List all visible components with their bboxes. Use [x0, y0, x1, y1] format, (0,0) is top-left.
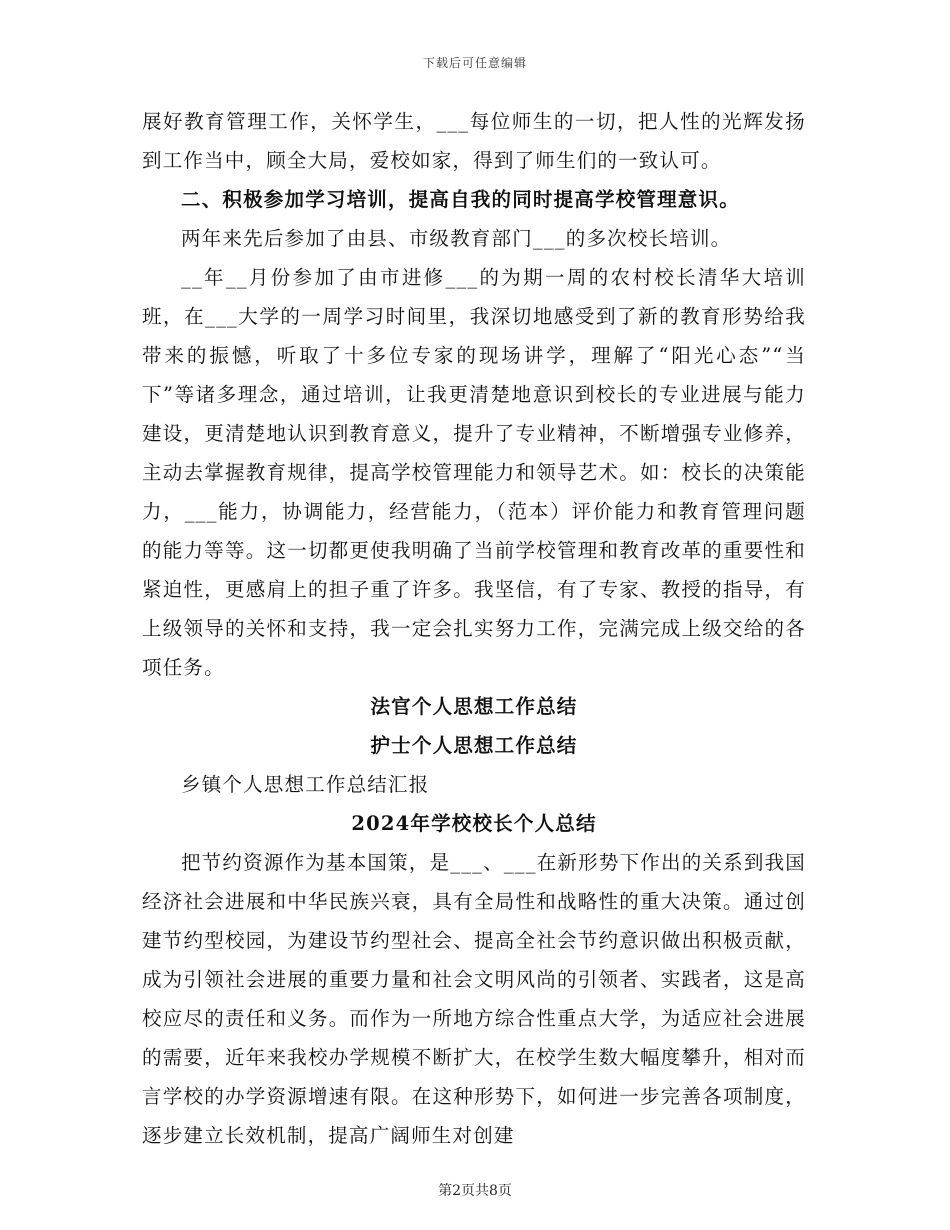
- section-heading-2: 二、积极参加学习培训，提高自我的同时提高学校管理意识。: [181, 188, 740, 211]
- document-title: 2024年学校校长个人总结: [351, 812, 597, 835]
- related-link-1[interactable]: 法官个人思想工作总结: [370, 695, 578, 718]
- page-number: 第2页共8页: [438, 1183, 512, 1199]
- paragraph-4: 把节约资源作为基本国策，是___、___在新形势下作出的关系到我国经济社会进展和中华民族兴衰，具有全局性和战略性的重大决策。通过创建节约型校园，为建设节约型社会、提高全社会节约意识做出积极贡献，成为引领社会进展的重要力量和社会文明风尚的引领者、实践者，这是高校应尽的责任和义务。而作为一所地方综合性重点大学，为适应社会进展的需要，近年来我校办学规模不断扩大，在校学生数大幅度攀升，相对而言学校的办学资源增速有限。在这种形势下，如何进一步完善各项制度，逐步建立长效机制，提高广阔师生对创建: [142, 851, 806, 1147]
- paragraph-1: 展好教育管理工作，关怀学生，___每位师生的一切，把人性的光辉发扬到工作当中，顾全大局，爱校如家，得到了师生们的一致认可。: [142, 110, 806, 172]
- related-link-2[interactable]: 护士个人思想工作总结: [370, 734, 578, 757]
- related-link-3[interactable]: 乡镇个人思想工作总结汇报: [181, 773, 430, 796]
- paragraph-3: __年__月份参加了由市进修___的为期一周的农村校长清华大培训班，在___大学的一周学习时间里，我深切地感受到了新的教育形势给我带来的振憾，听取了十多位专家的现场讲学，理解了“阳光心态”“当下”等诸多理念，通过培训，让我更清楚地意识到校长的专业进展与能力建设，更清楚地认识到教育意义，提升了专业精神，不断增强专业修养，主动去掌握教育规律，提高学校管理能力和领导艺术。如：校长的决策能力，___能力，协调能力，经营能力，（范本）评价能力和教育管理问题的能力等等。这一切都更使我明确了当前学校管理和教育改革的重要性和紧迫性，更感肩上的担子重了许多。我坚信，有了专家、教授的指导，有上级领导的关怀和支持，我一定会扎实努力工作，完满完成上级交给的各项任务。: [142, 266, 806, 679]
- page-header-note: 下载后可任意编辑: [422, 56, 527, 70]
- paragraph-2: 两年来先后参加了由县、市级教育部门___的多次校长培训。: [181, 227, 732, 250]
- document-body: [142, 102, 806, 1155]
